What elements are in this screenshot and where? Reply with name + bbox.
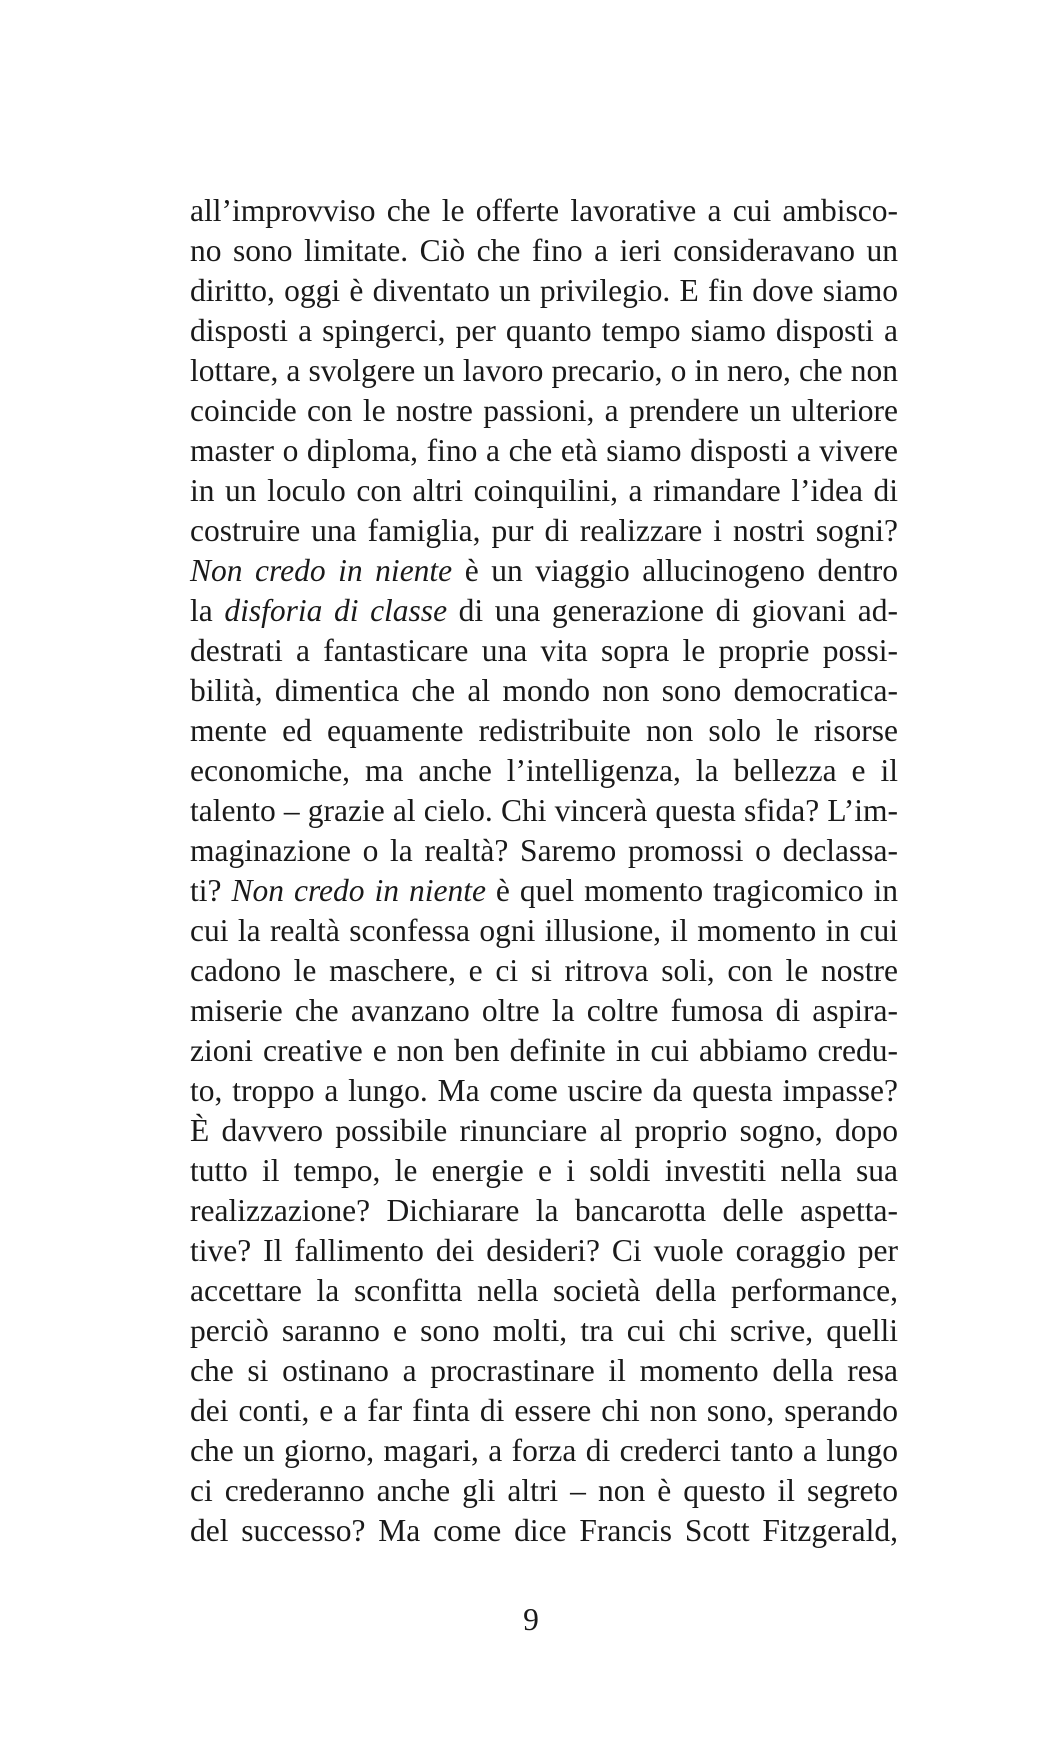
text-line bbox=[190, 671, 898, 711]
text-segment: ti? bbox=[190, 873, 232, 908]
text-line bbox=[190, 431, 898, 471]
text-line bbox=[190, 1031, 898, 1071]
text-segment: cadono le maschere, e ci si ritrova soli, con le nostre bbox=[190, 953, 898, 988]
text-line bbox=[190, 1471, 898, 1511]
text-line bbox=[190, 1391, 898, 1431]
text-segment: costruire una famiglia, pur di realizzare i nostri sogni? bbox=[190, 513, 898, 548]
text-line bbox=[190, 271, 898, 311]
text-line bbox=[190, 231, 898, 271]
text-segment: bilità, dimentica che al mondo non sono democratica- bbox=[190, 673, 898, 708]
text-segment: destrati a fantasticare una vita sopra le proprie possi- bbox=[190, 633, 898, 668]
text-line bbox=[190, 1111, 898, 1151]
text-segment: miserie che avanzano oltre la coltre fumosa di aspira- bbox=[190, 993, 898, 1028]
text-line bbox=[190, 991, 898, 1031]
text-line bbox=[190, 631, 898, 671]
text-segment: diritto, oggi è diventato un privilegio. E fin dove siamo bbox=[190, 273, 898, 308]
text-segment: talento – grazie al cielo. Chi vincerà questa sfida? L’im- bbox=[190, 793, 898, 828]
text-segment: coincide con le nostre passioni, a prendere un ulteriore bbox=[190, 393, 898, 428]
text-segment: È davvero possibile rinunciare al proprio sogno, dopo bbox=[190, 1113, 898, 1148]
text-segment: è un viaggio allucinogeno dentro bbox=[452, 553, 898, 588]
text-segment: che si ostinano a procrastinare il momento della resa bbox=[190, 1353, 898, 1388]
text-line bbox=[190, 351, 898, 391]
body-text bbox=[190, 191, 898, 1551]
text-segment: ci crederanno anche gli altri – non è questo il segreto bbox=[190, 1473, 898, 1508]
text-line bbox=[190, 1311, 898, 1351]
text-segment: accettare la sconfitta nella società della performance, bbox=[190, 1273, 898, 1308]
text-segment: la bbox=[190, 593, 225, 628]
text-segment: zioni creative e non ben definite in cui abbiamo credu- bbox=[190, 1033, 898, 1068]
text-segment: master o diploma, fino a che età siamo disposti a vivere bbox=[190, 433, 898, 468]
text-line bbox=[190, 911, 898, 951]
page-number: 9 bbox=[523, 1602, 539, 1637]
text-line bbox=[190, 791, 898, 831]
text-segment: to, troppo a lungo. Ma come uscire da questa impasse? bbox=[190, 1073, 898, 1108]
text-line bbox=[190, 591, 898, 631]
text-line bbox=[190, 1351, 898, 1391]
text-line bbox=[190, 391, 898, 431]
text-line bbox=[190, 311, 898, 351]
text-segment: perciò saranno e sono molti, tra cui chi scrive, quelli bbox=[190, 1313, 898, 1348]
text-line bbox=[190, 831, 898, 871]
text-line bbox=[190, 751, 898, 791]
text-segment: tive? Il fallimento dei desideri? Ci vuole coraggio per bbox=[190, 1233, 898, 1268]
italic-title: Non credo in niente bbox=[231, 873, 486, 908]
italic-title: disforia di classe bbox=[224, 593, 448, 628]
text-line bbox=[190, 511, 898, 551]
text-line bbox=[190, 1431, 898, 1471]
text-segment: è quel momento tragicomico in bbox=[485, 873, 898, 908]
text-segment: dei conti, e a far finta di essere chi non sono, sperando bbox=[190, 1393, 898, 1428]
text-segment: all’improvviso che le offerte lavorative a cui ambisco- bbox=[190, 193, 898, 228]
text-segment: maginazione o la realtà? Saremo promossi o declassa- bbox=[190, 833, 898, 868]
text-segment: disposti a spingerci, per quanto tempo siamo disposti a bbox=[190, 313, 898, 348]
text-line bbox=[190, 1231, 898, 1271]
text-segment: economiche, ma anche l’intelligenza, la bellezza e il bbox=[190, 753, 898, 788]
text-line bbox=[190, 1071, 898, 1111]
text-line bbox=[190, 711, 898, 751]
text-segment: che un giorno, magari, a forza di crederci tanto a lungo bbox=[190, 1433, 898, 1468]
text-segment: cui la realtà sconfessa ogni illusione, il momento in cui bbox=[190, 913, 898, 948]
text-line bbox=[190, 871, 898, 911]
text-segment: in un loculo con altri coinquilini, a rimandare l’idea di bbox=[190, 473, 898, 508]
text-segment: di una generazione di giovani ad- bbox=[447, 593, 899, 628]
text-line bbox=[190, 191, 898, 231]
text-line bbox=[190, 1271, 898, 1311]
text-segment: realizzazione? Dichiarare la bancarotta delle aspetta- bbox=[190, 1193, 898, 1228]
text-line bbox=[190, 1511, 898, 1551]
text-segment: no sono limitate. Ciò che fino a ieri consideravano un bbox=[190, 233, 898, 268]
text-segment: tutto il tempo, le energie e i soldi investiti nella sua bbox=[190, 1153, 898, 1188]
text-line bbox=[190, 951, 898, 991]
text-segment: del successo? Ma come dice Francis Scott Fitzgerald, bbox=[190, 1513, 898, 1548]
text-line bbox=[190, 471, 898, 511]
text-line bbox=[190, 551, 898, 591]
text-line bbox=[190, 1151, 898, 1191]
text-segment: lottare, a svolgere un lavoro precario, o in nero, che non bbox=[190, 353, 898, 388]
text-segment: mente ed equamente redistribuite non solo le risorse bbox=[190, 713, 898, 748]
text-line bbox=[190, 1191, 898, 1231]
italic-title: Non credo in niente bbox=[190, 553, 453, 588]
